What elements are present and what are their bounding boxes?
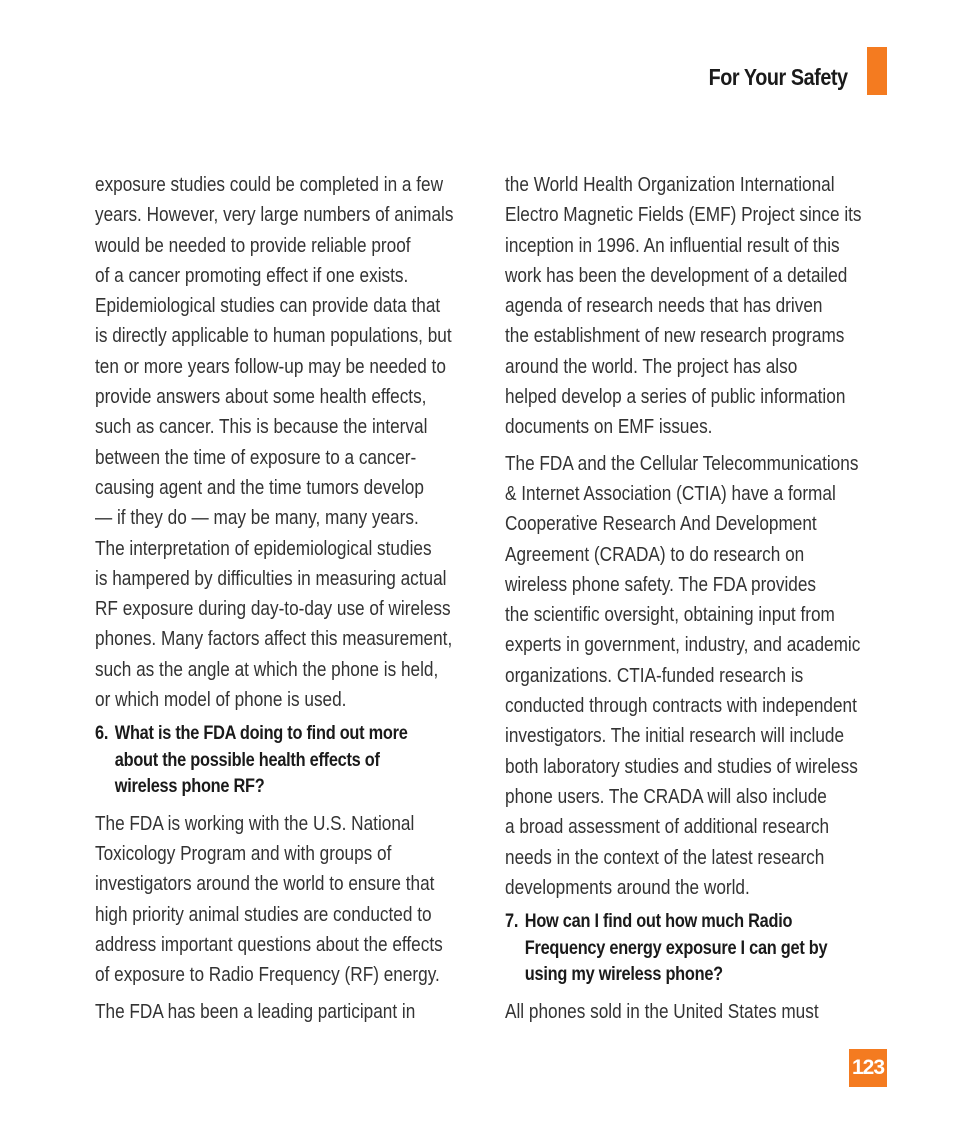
question-7 <box>505 909 892 989</box>
text-line: The interpretation of epidemiological studies <box>95 537 432 560</box>
right-paragraph-3 <box>505 997 892 1027</box>
text-line: ten or more years follow-up may be needed to <box>95 355 446 378</box>
question-6 <box>95 721 482 801</box>
text-line: Cooperative Research And Development <box>505 513 817 536</box>
text-line: investigators. The initial research will include <box>505 725 845 748</box>
text-line: Electro Magnetic Fields (EMF) Project since its <box>505 204 862 227</box>
text-line: the establishment of new research programs <box>505 325 845 348</box>
question-line <box>95 721 482 748</box>
text-line: causing agent and the time tumors develop <box>95 476 424 499</box>
question-line <box>505 936 892 963</box>
question-number: 6. <box>95 723 109 745</box>
right-column <box>505 170 905 1027</box>
text-line: RF exposure during day-to-day use of wireless <box>95 598 451 621</box>
text-line: wireless phone safety. The FDA provides <box>505 573 817 596</box>
text-line: of a cancer promoting effect if one exists. <box>95 264 409 287</box>
section-title: For Your Safety <box>708 64 848 90</box>
text-line: around the world. The project has also <box>505 355 798 378</box>
question-text: using my wireless phone? <box>524 964 723 986</box>
text-line: the World Health Organization International <box>505 174 835 196</box>
text-line: The FDA is working with the U.S. National <box>95 812 415 835</box>
text-line: — if they do — may be many, many years. <box>95 507 419 530</box>
text-line: a broad assessment of additional research <box>505 816 830 839</box>
text-line: address important questions about the effects <box>95 934 443 957</box>
question-text: Frequency energy exposure I can get by <box>524 937 828 959</box>
question-text: What is the FDA doing to find out more <box>114 723 408 745</box>
text-line: conducted through contracts with independent <box>505 695 857 718</box>
text-line: developments around the world. <box>505 876 750 899</box>
left-paragraph-2 <box>95 809 482 991</box>
text-line: & Internet Association (CTIA) have a formal <box>505 482 836 505</box>
right-paragraph-2 <box>505 449 892 903</box>
text-line: helped develop a series of public information <box>505 386 846 409</box>
text-line: high priority animal studies are conducted to <box>95 903 432 926</box>
question-line <box>505 909 892 936</box>
text-line: would be needed to provide reliable proof <box>95 234 411 257</box>
question-line <box>95 748 482 775</box>
question-line <box>505 962 892 989</box>
text-line: is directly applicable to human populations, but <box>95 325 452 348</box>
text-line: exposure studies could be completed in a few <box>95 174 444 196</box>
text-line: of exposure to Radio Frequency (RF) energy. <box>95 964 440 987</box>
text-line: inception in 1996. An influential result of this <box>505 234 840 257</box>
text-line: Epidemiological studies can provide data that <box>95 295 441 318</box>
text-line: such as cancer. This is because the interval <box>95 416 428 439</box>
text-line: The FDA has been a leading participant in <box>95 1000 416 1023</box>
text-line: or which model of phone is used. <box>95 689 347 712</box>
section-accent-bar <box>867 47 887 95</box>
text-line: All phones sold in the United States must <box>505 1000 819 1023</box>
text-line: is hampered by difficulties in measuring actual <box>95 567 447 590</box>
text-line: work has been the development of a detailed <box>505 264 848 287</box>
question-text: about the possible health effects of <box>114 749 380 771</box>
text-line: The FDA and the Cellular Telecommunications <box>505 452 859 475</box>
left-paragraph-3 <box>95 997 482 1027</box>
question-number: 7. <box>505 911 519 933</box>
text-line: such as the angle at which the phone is held, <box>95 658 439 681</box>
text-line: between the time of exposure to a cancer- <box>95 446 417 469</box>
text-line: documents on EMF issues. <box>505 416 713 439</box>
text-line: experts in government, industry, and academic <box>505 634 861 657</box>
question-line <box>95 774 482 801</box>
question-text: wireless phone RF? <box>114 776 265 798</box>
text-line: years. However, very large numbers of animals <box>95 204 454 227</box>
text-line: organizations. CTIA-funded research is <box>505 664 804 687</box>
text-line: needs in the context of the latest research <box>505 846 825 869</box>
text-line: Agreement (CRADA) to do research on <box>505 543 805 566</box>
right-paragraph-1 <box>505 170 892 443</box>
question-text: How can I find out how much Radio <box>524 911 793 933</box>
text-line: provide answers about some health effects, <box>95 386 427 409</box>
text-line: phone users. The CRADA will also include <box>505 785 827 808</box>
page-number: 123 <box>849 1049 887 1087</box>
left-paragraph-1 <box>95 170 482 715</box>
left-column <box>95 170 495 1027</box>
text-line: investigators around the world to ensure that <box>95 873 435 896</box>
text-line: agenda of research needs that has driven <box>505 295 823 318</box>
text-line: both laboratory studies and studies of wireless <box>505 755 858 778</box>
text-line: phones. Many factors affect this measurement, <box>95 628 453 651</box>
text-line: the scientific oversight, obtaining input from <box>505 604 835 627</box>
text-line: Toxicology Program and with groups of <box>95 843 392 866</box>
